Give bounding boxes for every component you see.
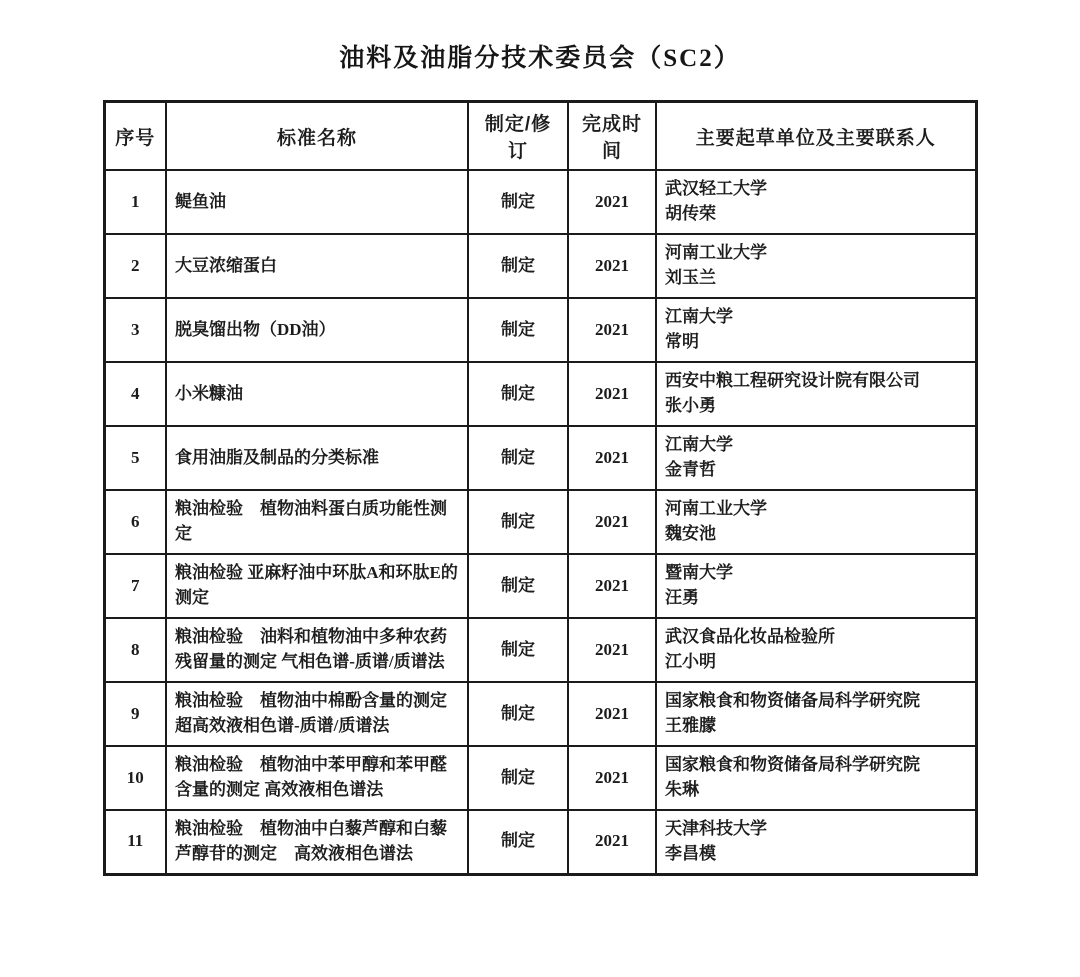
cell-completion-time: 2021: [568, 234, 656, 298]
cell-serial-number: 2: [104, 234, 166, 298]
drafting-unit-name: 天津科技大学: [665, 819, 767, 839]
page-title: 油料及油脂分技术委员会（SC2）: [339, 45, 741, 72]
cell-drafting-unit-contact: [656, 746, 976, 810]
table-body: [104, 170, 976, 874]
cell-completion-time: 2021: [568, 618, 656, 682]
contact-person-name: 朱琳: [665, 780, 699, 799]
cell-drafting-unit-contact: [656, 298, 976, 362]
table-row: [104, 746, 976, 810]
drafting-unit-name: 江南大学: [665, 435, 733, 455]
cell-drafting-unit-contact: [656, 234, 976, 298]
cell-formulate-revise: 制定: [468, 234, 568, 298]
table-row: [104, 362, 976, 426]
cell-serial-number: 8: [104, 618, 166, 682]
drafting-unit-name: 暨南大学: [665, 563, 733, 583]
contact-person-name: 刘玉兰: [665, 268, 716, 287]
cell-standard-name: 粮油检验 植物油料蛋白质功能性测定: [166, 490, 468, 554]
header-serial-number: 序号: [104, 102, 166, 171]
drafting-unit-name: 河南工业大学: [665, 243, 767, 263]
header-standard-name: 标准名称: [166, 102, 468, 171]
cell-serial-number: 1: [104, 170, 166, 234]
cell-formulate-revise: 制定: [468, 490, 568, 554]
cell-formulate-revise: 制定: [468, 170, 568, 234]
cell-completion-time: 2021: [568, 170, 656, 234]
cell-completion-time: 2021: [568, 490, 656, 554]
cell-standard-name: 粮油检验 亚麻籽油中环肽A和环肽E的测定: [166, 554, 468, 618]
contact-person-name: 张小勇: [665, 396, 716, 415]
cell-formulate-revise: 制定: [468, 746, 568, 810]
cell-formulate-revise: 制定: [468, 554, 568, 618]
header-formulate-revise: 制定/修订: [468, 102, 568, 171]
table-row: [104, 170, 976, 234]
cell-serial-number: 4: [104, 362, 166, 426]
cell-completion-time: 2021: [568, 746, 656, 810]
drafting-unit-name: 河南工业大学: [665, 499, 767, 519]
header-completion-time: 完成时间: [568, 102, 656, 171]
cell-completion-time: 2021: [568, 682, 656, 746]
cell-completion-time: 2021: [568, 298, 656, 362]
cell-formulate-revise: 制定: [468, 426, 568, 490]
cell-drafting-unit-contact: [656, 490, 976, 554]
header-drafting-unit-contact: 主要起草单位及主要联系人: [656, 102, 976, 171]
cell-standard-name: 脱臭馏出物（DD油）: [166, 298, 468, 362]
cell-standard-name: 小米糠油: [166, 362, 468, 426]
cell-serial-number: 11: [104, 810, 166, 874]
drafting-unit-name: 西安中粮工程研究设计院有限公司: [665, 371, 920, 391]
cell-completion-time: 2021: [568, 554, 656, 618]
cell-standard-name: 粮油检验 油料和植物油中多种农药残留量的测定 气相色谱-质谱/质谱法: [166, 618, 468, 682]
cell-completion-time: 2021: [568, 810, 656, 874]
cell-serial-number: 6: [104, 490, 166, 554]
cell-standard-name: 鳀鱼油: [166, 170, 468, 234]
cell-drafting-unit-contact: [656, 426, 976, 490]
drafting-unit-name: 国家粮食和物资储备局科学研究院: [665, 691, 920, 711]
drafting-unit-name: 江南大学: [665, 307, 733, 327]
contact-person-name: 魏安池: [665, 524, 716, 543]
drafting-unit-name: 武汉轻工大学: [665, 179, 767, 199]
cell-drafting-unit-contact: [656, 170, 976, 234]
table-row: [104, 298, 976, 362]
table-row: [104, 810, 976, 874]
cell-serial-number: 10: [104, 746, 166, 810]
cell-formulate-revise: 制定: [468, 362, 568, 426]
contact-person-name: 常明: [665, 332, 699, 351]
cell-serial-number: 3: [104, 298, 166, 362]
cell-drafting-unit-contact: [656, 618, 976, 682]
standards-table: [103, 100, 978, 876]
cell-standard-name: 大豆浓缩蛋白: [166, 234, 468, 298]
table-row: [104, 234, 976, 298]
drafting-unit-name: 国家粮食和物资储备局科学研究院: [665, 755, 920, 775]
contact-person-name: 金青哲: [665, 460, 716, 479]
table-row: [104, 682, 976, 746]
cell-serial-number: 5: [104, 426, 166, 490]
contact-person-name: 汪勇: [665, 588, 699, 607]
cell-standard-name: 粮油检验 植物油中白藜芦醇和白藜芦醇苷的测定 高效液相色谱法: [166, 810, 468, 874]
contact-person-name: 江小明: [665, 652, 716, 671]
cell-serial-number: 9: [104, 682, 166, 746]
cell-completion-time: 2021: [568, 362, 656, 426]
contact-person-name: 王雅朦: [665, 716, 716, 735]
cell-drafting-unit-contact: [656, 682, 976, 746]
table-row: [104, 618, 976, 682]
cell-drafting-unit-contact: [656, 810, 976, 874]
cell-serial-number: 7: [104, 554, 166, 618]
contact-person-name: 李昌模: [665, 843, 716, 863]
cell-completion-time: 2021: [568, 426, 656, 490]
cell-drafting-unit-contact: [656, 362, 976, 426]
table-row: [104, 490, 976, 554]
contact-person-name: 胡传荣: [665, 204, 716, 223]
drafting-unit-name: 武汉食品化妆品检验所: [665, 627, 835, 647]
cell-standard-name: 食用油脂及制品的分类标准: [166, 426, 468, 490]
cell-formulate-revise: 制定: [468, 810, 568, 874]
table-row: [104, 426, 976, 490]
cell-formulate-revise: 制定: [468, 682, 568, 746]
table-header-row: [104, 102, 976, 171]
cell-drafting-unit-contact: [656, 554, 976, 618]
cell-formulate-revise: 制定: [468, 618, 568, 682]
cell-standard-name: 粮油检验 植物油中苯甲醇和苯甲醛含量的测定 高效液相色谱法: [166, 746, 468, 810]
cell-formulate-revise: 制定: [468, 298, 568, 362]
table-row: [104, 554, 976, 618]
cell-standard-name: 粮油检验 植物油中棉酚含量的测定 超高效液相色谱-质谱/质谱法: [166, 682, 468, 746]
